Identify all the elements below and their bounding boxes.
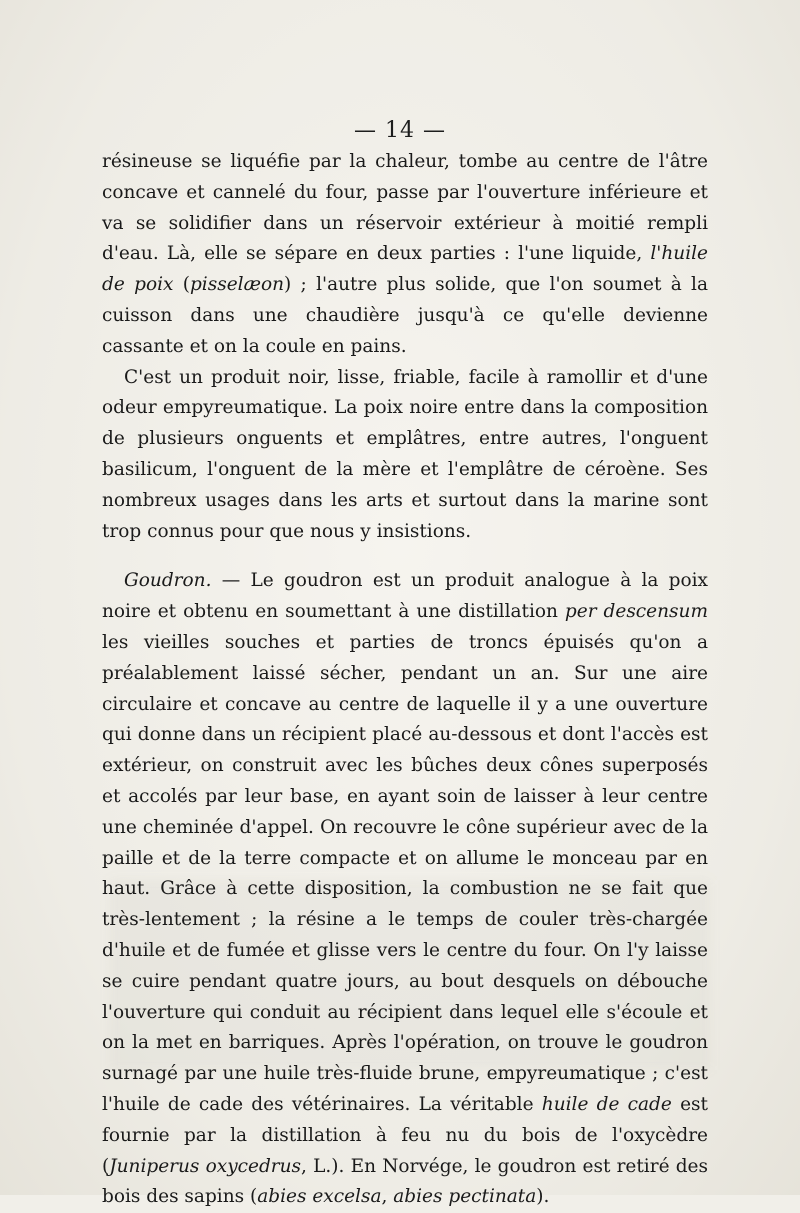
text-span: les vieilles souches et parties de troncs épuisés qu'on a préalablement laissé sécher, pendant un an. Sur une aire circulaire et concave au centre de laquelle il y a une ouverture qui donne dans un récipient placé au-dessous et dont l'accès est extérieur, on construit avec les bûches deux cônes superposés et accolés par leur base, en ayant soin de laisser à leur centre une cheminée d'appel. On recouvre le cône supérieur avec de la paille et de la terre compacte et on allume le monceau par en haut. Grâce à cette disposition, la combustion ne se fait que très-lentement ; la résine a le temps de couler très-chargée d'huile et de fumée et glisse vers le centre du four. On l'y laisse se cuire pendant quatre jours, au bout desquels on débouche l'ouverture qui conduit au récipient dans lequel elle s'écoule et on la met en barriques. Après l'opération, on trouve le goudron surnagé par une huile très-fluide brune, empyreumatique ; c'est l'huile de cade des vétérinaires. La véritable [102,631,708,1115]
body-text [102,147,708,1213]
italic-term: huile de cade [541,1093,672,1115]
paragraph-gap [102,547,708,566]
text-span: C'est un produit noir, lisse, friable, facile à ramollir et d'une odeur empyreumatique. La poix noire entre dans la composition de plusieurs onguents et emplâtres, entre autres, l'onguent basilicum, l'onguent de la mère et l'emplâtre de céroène. Ses nombreux usages dans les arts et surtout dans la marine sont trop connus pour que nous y insistions. [102,366,708,542]
paragraph-2 [102,363,708,548]
text-span: ) ; l'autre plus solide, que l'on soumet à la cuisson dans une chaudière jusqu'à ce qu'elle devienne cassante et on la coule en pains. [102,274,708,357]
text-span: ). [536,1186,550,1208]
italic-term: pisselæon [189,274,285,296]
text-span: , [381,1186,394,1208]
text-span: ( [173,274,190,296]
italic-term: per descensum [564,601,708,623]
text-span: , L.). En Norvége, le goudron est retiré des bois des sapins ( [102,1155,708,1208]
page-number: — 14 — [354,118,446,143]
text-span: est fournie par la distillation à feu nu du bois de l'oxycèdre ( [102,1093,708,1177]
paragraph-1 [102,147,708,363]
italic-term: Juniperus oxycedrus [109,1155,302,1177]
section-heading-goudron: Goudron. [124,570,212,592]
text-span: résineuse se liquéfie par la chaleur, tombe au centre de l'âtre concave et cannelé du four, passe par l'ouverture inférieure et va se solidifier dans un réservoir extérieur à moitié rempli d'eau. Là, elle se sépare en deux parties : l'une liquide, [102,151,708,265]
paragraph-3 [102,566,708,1213]
italic-term: abies pectinata [393,1186,537,1208]
italic-term: abies excelsa [257,1186,382,1208]
text-span: — Le goudron est un produit analogue à la poix noire et obtenu en soumettant à une distillation [102,570,708,623]
italic-term: l'huile de poix [102,243,708,296]
